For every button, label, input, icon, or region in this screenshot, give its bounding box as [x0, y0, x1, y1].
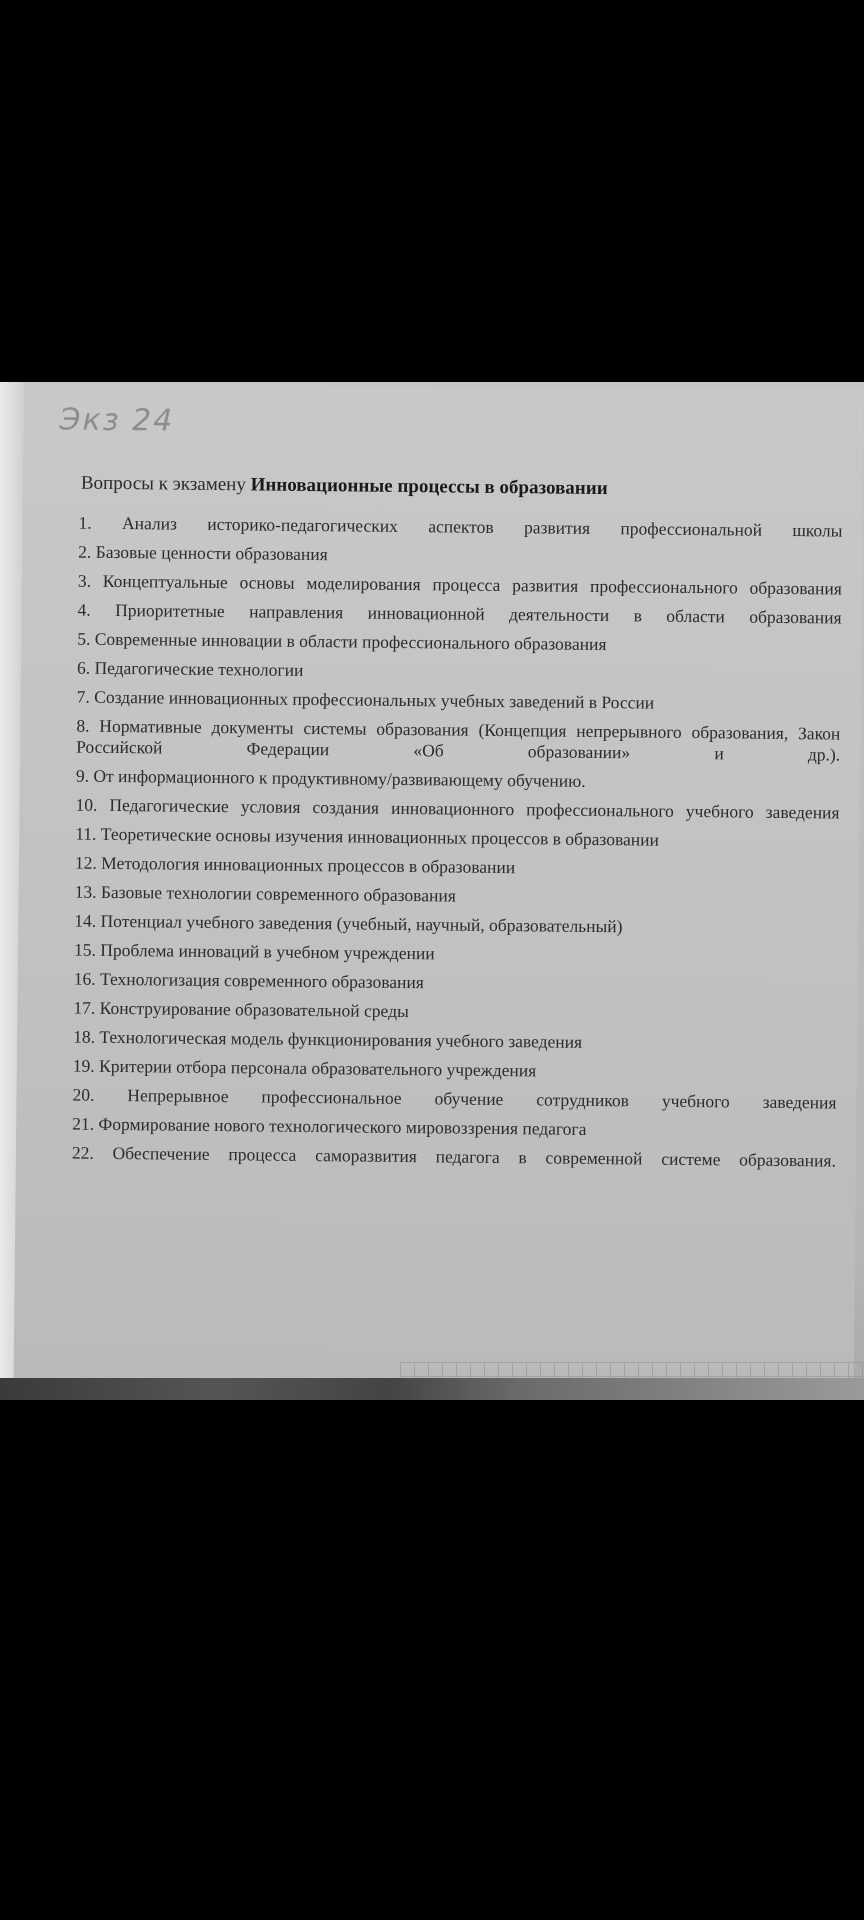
question-item-5: 5. Современные инновации в области профессионального образования	[77, 628, 607, 655]
document-title	[81, 473, 841, 503]
title-prefix: Вопросы к экзамену	[80, 472, 246, 496]
question-item-8: 8. Нормативные документы системы образования (Концепция непрерывного образования, Закон Российской Федерации «Об образовании» и др.).	[76, 715, 841, 765]
handwritten-note: Экз 24	[59, 402, 175, 439]
question-item-4: 4. Приоритетные направления инновационной деятельности в области образования	[77, 599, 842, 628]
question-item-22: 22. Обеспечение процесса саморазвития педагога в современной системе образования.	[71, 1142, 836, 1171]
question-item-2: 2. Базовые ценности образования	[78, 541, 328, 565]
document-photo	[0, 382, 864, 1400]
question-item-11: 11. Теоретические основы изучения инновационных процессов в образовании	[75, 823, 660, 850]
question-item-13: 13. Базовые технологии современного образования	[74, 881, 456, 906]
question-list	[72, 513, 843, 1180]
title-subject: Инновационные процессы в образовании	[250, 474, 608, 500]
question-item-12: 12. Методология инновационных процессов в образовании	[74, 852, 516, 878]
question-item-9: 9. От информационного к продуктивному/развивающему обучению.	[75, 765, 586, 791]
question-item-19: 19. Критерии отбора персонала образовательного учреждения	[72, 1055, 537, 1081]
question-item-20: 20. Непрерывное профессиональное обучение сотрудников учебного заведения	[72, 1084, 837, 1113]
exam-questions-sheet	[14, 382, 864, 1387]
question-item-18: 18. Технологическая модель функционирования учебного заведения	[73, 1026, 583, 1052]
table-surface	[0, 1378, 864, 1400]
question-item-14: 14. Потенциал учебного заведения (учебный, научный, образовательный)	[74, 910, 623, 937]
question-item-7: 7. Создание инновационных профессиональных учебных заведений в России	[76, 686, 655, 713]
question-item-17: 17. Конструирование образовательной среды	[73, 997, 409, 1022]
question-item-15: 15. Проблема инноваций в учебном учреждении	[73, 939, 435, 964]
question-item-6: 6. Педагогические технологии	[76, 657, 304, 680]
question-item-21: 21. Формирование нового технологического мировоззрения педагога	[72, 1113, 587, 1139]
question-item-16: 16. Технологизация современного образования	[73, 968, 424, 993]
question-item-1: 1. Анализ историко-педагогических аспектов развития профессиональной школы	[78, 512, 843, 541]
question-item-10: 10. Педагогические условия создания инновационного профессионального учебного заведения	[75, 794, 840, 823]
question-item-3: 3. Концептуальные основы моделирования процесса развития профессионального образования	[77, 570, 842, 599]
